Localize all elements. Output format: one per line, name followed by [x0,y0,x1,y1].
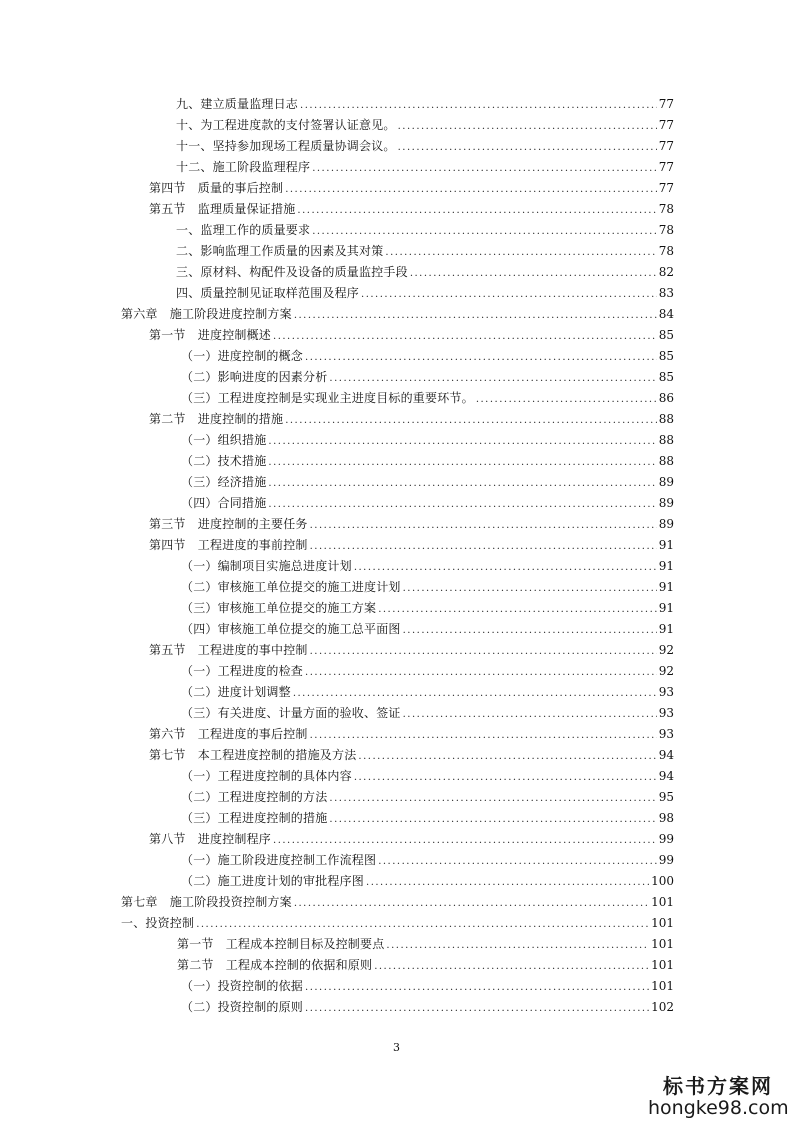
toc-entry-title: 第四节 质量的事后控制 [149,181,284,195]
toc-entry-title: 一、投资控制 [121,916,195,930]
toc-entry [0,535,793,556]
toc-entry-title: （二）施工进度计划的审批程序图 [181,874,365,888]
toc-entry-page: 89 [658,475,674,489]
toc-leader-dots [312,158,657,179]
toc-leader-dots [329,788,656,809]
toc-leader-dots [378,599,657,620]
toc-entry-title: （一）投资控制的依据 [181,979,304,993]
toc-leader-dots [476,389,657,410]
toc-leader-dots [374,956,649,977]
toc-leader-dots [297,200,656,221]
toc-entry [0,409,793,430]
toc-entry-page: 78 [658,244,674,258]
toc-entry-page: 94 [658,748,674,762]
toc-entry-title: （三）工程进度控制是实现业主进度目标的重要环节。 [181,391,474,405]
toc-entry [0,178,793,199]
toc-entry-page: 94 [658,769,674,783]
toc-entry [0,934,793,955]
toc-entry [0,997,793,1018]
toc-entry [0,136,793,157]
toc-leader-dots [305,998,649,1019]
toc-entry-title: （三）审核施工单位提交的施工方案 [181,601,377,615]
toc-leader-dots [385,242,656,263]
table-of-contents [0,94,793,1018]
toc-entry-page: 83 [658,286,674,300]
toc-entry-page: 77 [658,181,674,195]
toc-leader-dots [398,137,657,158]
toc-leader-dots [305,347,657,368]
toc-entry-page: 99 [658,832,674,846]
toc-entry [0,661,793,682]
toc-leader-dots [285,179,657,200]
toc-entry [0,262,793,283]
toc-entry [0,283,793,304]
toc-entry-title: （四）合同措施 [181,496,267,510]
toc-entry [0,556,793,577]
toc-entry [0,619,793,640]
toc-entry [0,430,793,451]
toc-leader-dots [305,662,657,683]
toc-leader-dots [268,473,656,494]
toc-entry-page: 77 [658,160,674,174]
toc-entry-page: 101 [651,958,674,972]
toc-leader-dots [312,221,657,242]
toc-entry-title: （一）编制项目实施总进度计划 [181,559,352,573]
toc-entry [0,892,793,913]
toc-leader-dots [268,431,656,452]
toc-leader-dots [196,914,649,935]
toc-leader-dots [366,872,649,893]
toc-entry [0,577,793,598]
toc-leader-dots [268,494,656,515]
toc-entry-title: 四、质量控制见证取样范围及程序 [176,286,360,300]
toc-entry-page: 93 [658,727,674,741]
toc-entry-title: 第八节 进度控制程序 [149,832,272,846]
toc-leader-dots [361,284,657,305]
toc-leader-dots [410,263,657,284]
toc-entry-title: （一）组织措施 [181,433,267,447]
toc-entry-title: （三）有关进度、计量方面的验收、签证 [181,706,401,720]
toc-entry [0,157,793,178]
toc-entry [0,955,793,976]
toc-entry [0,682,793,703]
toc-entry-page: 92 [658,664,674,678]
toc-leader-dots [310,536,657,557]
toc-leader-dots [273,326,657,347]
toc-entry-page: 77 [658,118,674,132]
toc-entry-title: （二）审核施工单位提交的施工进度计划 [181,580,401,594]
toc-entry-page: 77 [658,97,674,111]
toc-entry [0,766,793,787]
toc-entry-title: （一）进度控制的概念 [181,349,304,363]
toc-entry-page: 95 [658,790,674,804]
toc-entry [0,472,793,493]
toc-entry-title: （一）施工阶段进度控制工作流程图 [181,853,377,867]
toc-entry [0,388,793,409]
toc-entry [0,115,793,136]
toc-entry [0,514,793,535]
toc-entry [0,94,793,115]
toc-entry-title: （一）工程进度的检查 [181,664,304,678]
toc-entry-page: 101 [651,937,674,951]
toc-entry-page: 101 [651,979,674,993]
toc-leader-dots [294,305,657,326]
toc-leader-dots [310,725,657,746]
toc-entry-title: 第七节 本工程进度控制的措施及方法 [149,748,357,762]
toc-entry-page: 84 [658,307,674,321]
toc-entry [0,871,793,892]
toc-entry-page: 91 [658,580,674,594]
toc-entry [0,787,793,808]
toc-entry-title: 第三节 进度控制的主要任务 [149,517,308,531]
toc-entry-title: 十、为工程进度款的支付签署认证意见。 [176,118,396,132]
toc-entry [0,367,793,388]
toc-entry-title: 三、原材料、构配件及设备的质量监控手段 [176,265,408,279]
toc-entry [0,598,793,619]
toc-entry-page: 93 [658,706,674,720]
toc-entry-title: 二、影响监理工作质量的因素及其对策 [176,244,384,258]
toc-entry-page: 91 [658,601,674,615]
toc-leader-dots [329,809,656,830]
toc-entry-title: 一、监理工作的质量要求 [176,223,311,237]
toc-entry-page: 88 [658,412,674,426]
toc-entry-page: 89 [658,517,674,531]
toc-leader-dots [329,368,656,389]
toc-entry-title: 第二节 进度控制的措施 [149,412,284,426]
toc-leader-dots [354,767,657,788]
toc-entry-title: 第七章 施工阶段投资控制方案 [121,895,292,909]
toc-entry-page: 78 [658,202,674,216]
toc-entry [0,976,793,997]
toc-entry [0,241,793,262]
toc-entry-page: 98 [658,811,674,825]
toc-entry-page: 88 [658,433,674,447]
toc-entry-title: 第六节 工程进度的事后控制 [149,727,308,741]
toc-entry-page: 101 [651,895,674,909]
toc-entry-title: （三）工程进度控制的措施 [181,811,328,825]
page-number: 3 [393,1041,400,1054]
toc-entry [0,745,793,766]
toc-entry-page: 78 [658,223,674,237]
toc-entry [0,220,793,241]
toc-entry-page: 101 [651,916,674,930]
toc-entry-page: 86 [658,391,674,405]
toc-leader-dots [294,893,649,914]
toc-entry-title: 第四节 工程进度的事前控制 [149,538,308,552]
toc-entry [0,199,793,220]
toc-entry-title: （一）工程进度控制的具体内容 [181,769,352,783]
toc-entry [0,724,793,745]
toc-entry-title: （二）技术措施 [181,454,267,468]
toc-entry-page: 93 [658,685,674,699]
toc-leader-dots [310,515,657,536]
toc-entry [0,304,793,325]
toc-leader-dots [310,641,657,662]
toc-leader-dots [354,557,657,578]
toc-entry-page: 82 [658,265,674,279]
toc-leader-dots [273,830,657,851]
toc-entry-title: （二）影响进度的因素分析 [181,370,328,384]
toc-entry-page: 100 [651,874,674,888]
toc-entry-title: 九、建立质量监理日志 [176,97,299,111]
toc-leader-dots [268,452,656,473]
toc-entry-page: 85 [658,349,674,363]
toc-leader-dots [403,620,657,641]
toc-entry-page: 77 [658,139,674,153]
toc-entry-title: 第一节 进度控制概述 [149,328,272,342]
toc-entry-title: （四）审核施工单位提交的施工总平面图 [181,622,401,636]
toc-leader-dots [358,746,656,767]
toc-leader-dots [403,578,657,599]
toc-entry-title: 第六章 施工阶段进度控制方案 [121,307,292,321]
toc-entry [0,913,793,934]
toc-entry [0,451,793,472]
toc-leader-dots [293,683,657,704]
toc-entry-title: 第五节 监理质量保证措施 [149,202,296,216]
watermark-url: hongke98.com [648,1097,789,1119]
toc-leader-dots [403,704,657,725]
toc-entry [0,640,793,661]
toc-entry [0,325,793,346]
toc-leader-dots [305,977,649,998]
toc-entry-title: 十一、坚持参加现场工程质量协调会议。 [176,139,396,153]
toc-entry-title: （二）投资控制的原则 [181,1000,304,1014]
toc-entry [0,493,793,514]
toc-entry-title: （三）经济措施 [181,475,267,489]
toc-entry-page: 89 [658,496,674,510]
watermark-logo [648,1070,788,1119]
toc-entry-title: 十二、施工阶段监理程序 [176,160,311,174]
toc-entry [0,829,793,850]
toc-entry [0,703,793,724]
toc-entry [0,808,793,829]
toc-entry-title: 第五节 工程进度的事中控制 [149,643,308,657]
toc-leader-dots [300,95,657,116]
toc-entry-page: 91 [658,622,674,636]
toc-entry-page: 99 [658,853,674,867]
toc-entry-title: 第一节 工程成本控制目标及控制要点 [177,937,385,951]
toc-entry-page: 85 [658,328,674,342]
toc-entry [0,346,793,367]
toc-entry-page: 102 [651,1000,674,1014]
toc-entry-title: 第二节 工程成本控制的依据和原则 [177,958,373,972]
toc-entry-title: （二）进度计划调整 [181,685,291,699]
toc-entry-page: 91 [658,538,674,552]
watermark-title: 标书方案网 [663,1074,773,1098]
toc-entry-page: 88 [658,454,674,468]
toc-entry-page: 85 [658,370,674,384]
toc-leader-dots [285,410,657,431]
toc-entry-page: 91 [658,559,674,573]
toc-entry-page: 92 [658,643,674,657]
toc-entry-title: （二）工程进度控制的方法 [181,790,328,804]
toc-leader-dots [378,851,657,872]
toc-leader-dots [386,935,649,956]
toc-leader-dots [398,116,657,137]
toc-entry [0,850,793,871]
